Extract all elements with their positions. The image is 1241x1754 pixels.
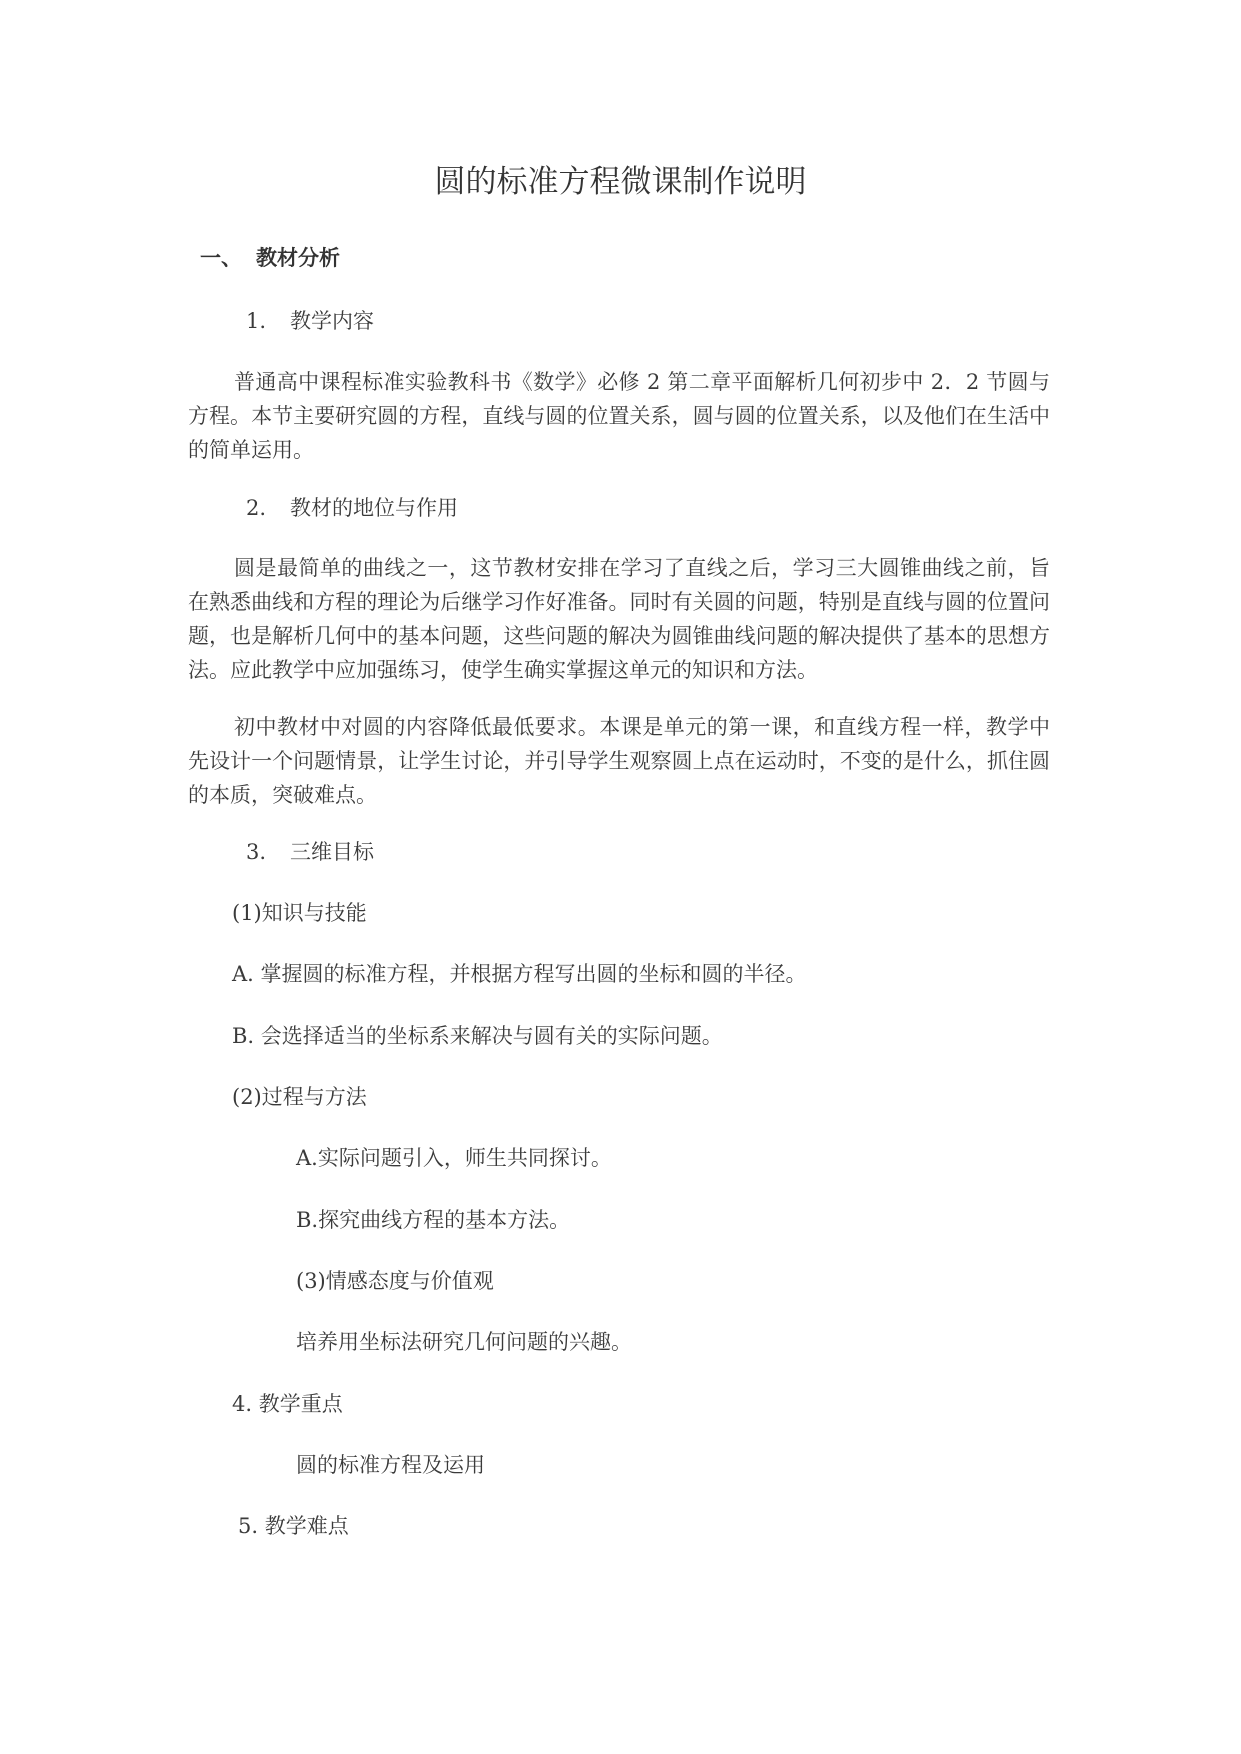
paragraph: 初中教材中对圆的内容降低最低要求。本课是单元的第一课，和直线方程一样，教学中先设计一个问题情景，让学生讨论，并引导学生观察圆上点在运动时，不变的是什么，抓住圆的本质，突破难点。 [188, 715, 1050, 807]
item-number: 3. [246, 840, 267, 864]
list-item: B. 会选择适当的坐标系来解决与圆有关的实际问题。 [232, 1024, 723, 1048]
item-heading: 三维目标 [290, 840, 374, 864]
subheading: (1)知识与技能 [232, 901, 367, 925]
subheading: (2)过程与方法 [232, 1085, 367, 1109]
item-number: 1. [246, 309, 267, 333]
list-item: 培养用坐标法研究几何问题的兴趣。 [296, 1330, 632, 1354]
document-title: 圆的标准方程微课制作说明 [434, 164, 807, 200]
item-heading: 4. 教学重点 [232, 1392, 343, 1416]
section-number: 一、 [200, 245, 242, 270]
item-heading: 教学内容 [290, 309, 374, 333]
list-item: A. 掌握圆的标准方程，并根据方程写出圆的坐标和圆的半径。 [232, 962, 807, 986]
list-item: 圆的标准方程及运用 [296, 1453, 485, 1477]
item-heading: 5. 教学难点 [238, 1514, 349, 1538]
list-item: B.探究曲线方程的基本方法。 [296, 1208, 571, 1232]
section-heading: 教材分析 [256, 245, 340, 270]
item-heading: 教材的地位与作用 [290, 496, 458, 520]
item-number: 2. [246, 496, 267, 520]
paragraph: 普通高中课程标准实验教科书《数学》必修 2 第二章平面解析几何初步中 2．2 节圆与方程。本节主要研究圆的方程，直线与圆的位置关系，圆与圆的位置关系，以及他们在生活中的简单运用。 [188, 370, 1050, 462]
list-item: A.实际问题引入，师生共同探讨。 [296, 1146, 612, 1170]
paragraph: 圆是最简单的曲线之一，这节教材安排在学习了直线之后，学习三大圆锥曲线之前，旨在熟悉曲线和方程的理论为后继学习作好准备。同时有关圆的问题，特别是直线与圆的位置问题，也是解析几何中的基本问题，这些问题的解决为圆锥曲线问题的解决提供了基本的思想方法。应此教学中应加强练习，使学生确实掌握这单元的知识和方法。 [188, 556, 1050, 682]
subheading: (3)情感态度与价值观 [296, 1269, 494, 1293]
